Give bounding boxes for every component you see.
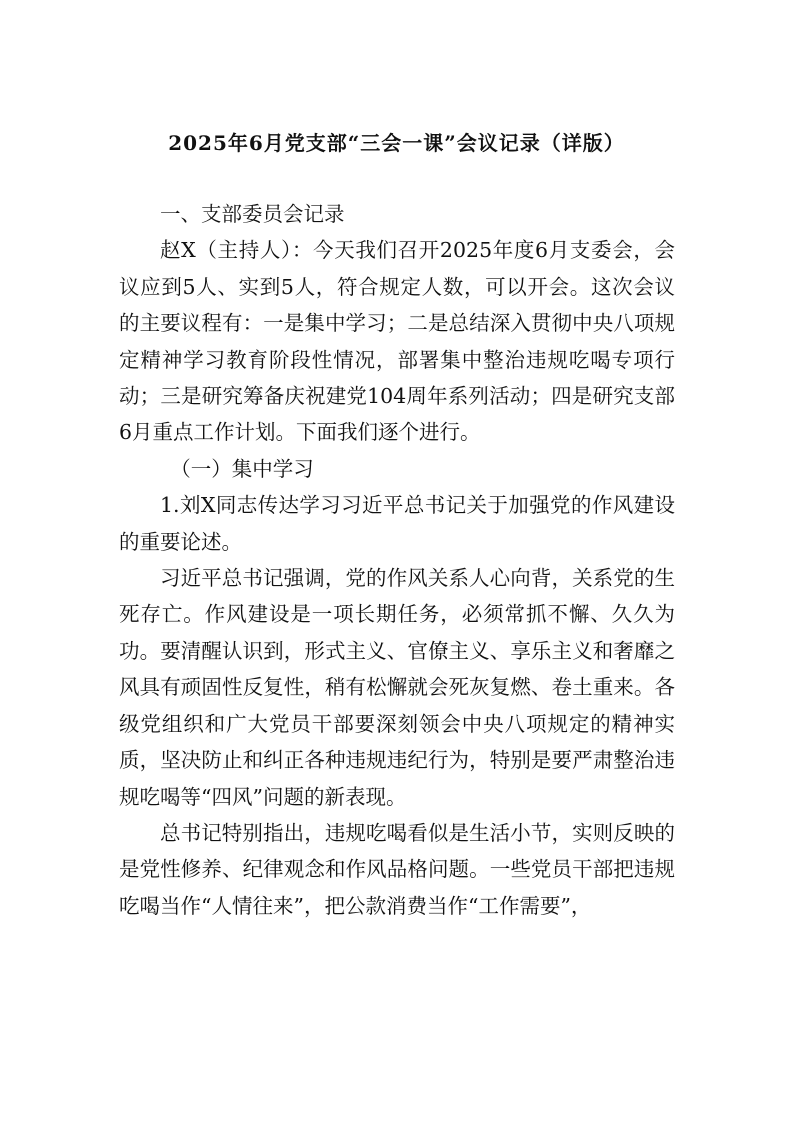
study-item-1: 1.刘X同志传达学习习近平总书记关于加强党的作风建设的重要论述。 (119, 493, 675, 554)
section-heading: 一、支部委员会记录 (160, 202, 345, 226)
subsection-heading: （一）集中学习 (170, 456, 314, 481)
document-title: 2025年6月党支部“三会一课”会议记录（详版） (168, 131, 625, 155)
opening-paragraph: 赵X（主持人）：今天我们召开2025年度6月支委会，会议应到5人、实到5人，符合规定人数，可以开会。这次会议的主要议程有：一是集中学习；二是总结深入贯彻中央八项规定精神学习教育阶段性情况，部署集中整治违规吃喝专项行动；三是研究筹备庆祝建党104周年系列活动；四是研究支部6月重点工作计划。下面我们逐个进行。 (119, 238, 675, 445)
document-body (119, 196, 675, 924)
study-paragraph-1: 习近平总书记强调，党的作风关系人心向背，关系党的生死存亡。作风建设是一项长期任务，必须常抓不懈、久久为功。要清醒认识到，形式主义、官僚主义、享乐主义和奢靡之风具有顽固性反复性，稍有松懈就会死灰复燃、卷土重来。各级党组织和广大党员干部要深刻领会中央八项规定的精神实质，坚决防止和纠正各种违规违纪行为，特别是要严肃整治违规吃喝等“四风”问题的新表现。 (119, 566, 675, 809)
study-paragraph-2: 总书记特别指出，违规吃喝看似是生活小节，实则反映的是党性修养、纪律观念和作风品格问题。一些党员干部把违规吃喝当作“人情往来”，把公款消费当作“工作需要”， (119, 820, 675, 918)
